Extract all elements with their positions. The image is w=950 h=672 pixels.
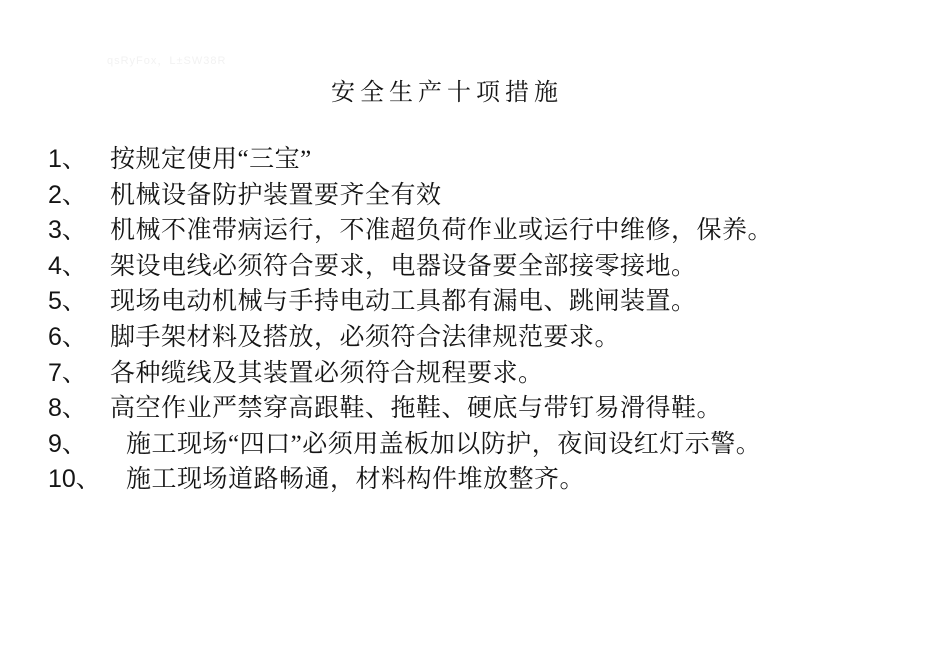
faint-watermark-text: qsRyFox，L±SW38R bbox=[107, 55, 227, 67]
item-text: 机械不准带病运行，不准超负荷作业或运行中维修，保养。 bbox=[110, 217, 774, 245]
item-number: 1、 bbox=[48, 145, 87, 173]
page-title: 安全生产十项措施 bbox=[331, 80, 563, 106]
list-item bbox=[48, 213, 930, 249]
item-text: 高空作业严禁穿高跟鞋、拖鞋、硬底与带钉易滑得鞋。 bbox=[110, 395, 723, 423]
item-text: 机械设备防护装置要齐全有效 bbox=[110, 181, 442, 209]
item-number: 10、 bbox=[48, 465, 101, 494]
item-text: 脚手架材料及搭放，必须符合法律规范要求。 bbox=[110, 323, 621, 351]
item-number: 8、 bbox=[48, 394, 87, 423]
item-number: 6、 bbox=[48, 322, 87, 351]
measures-list bbox=[48, 142, 930, 498]
item-number: 9、 bbox=[48, 429, 87, 458]
item-number: 7、 bbox=[48, 358, 87, 387]
list-item bbox=[48, 391, 930, 427]
item-text: 施工现场“四口”必须用盖板加以防护，夜间设红灯示警。 bbox=[126, 430, 762, 458]
item-number: 2、 bbox=[48, 180, 87, 209]
item-text: 施工现场道路畅通，材料构件堆放整齐。 bbox=[126, 466, 586, 494]
list-item bbox=[48, 249, 930, 285]
list-item bbox=[48, 462, 930, 498]
list-item bbox=[48, 427, 930, 463]
list-item bbox=[48, 356, 930, 392]
item-number: 4、 bbox=[48, 251, 87, 280]
list-item bbox=[48, 320, 930, 356]
item-text: 各种缆线及其装置必须符合规程要求。 bbox=[110, 359, 544, 387]
list-item bbox=[48, 178, 930, 214]
item-number: 3、 bbox=[48, 216, 87, 245]
item-text: 按规定使用“三宝” bbox=[110, 146, 312, 173]
list-item bbox=[48, 284, 930, 320]
item-text: 现场电动机械与手持电动工具都有漏电、跳闸装置。 bbox=[110, 288, 697, 316]
item-number: 5、 bbox=[48, 287, 87, 316]
list-item bbox=[48, 142, 930, 178]
item-text: 架设电线必须符合要求，电器设备要全部接零接地。 bbox=[110, 252, 697, 280]
